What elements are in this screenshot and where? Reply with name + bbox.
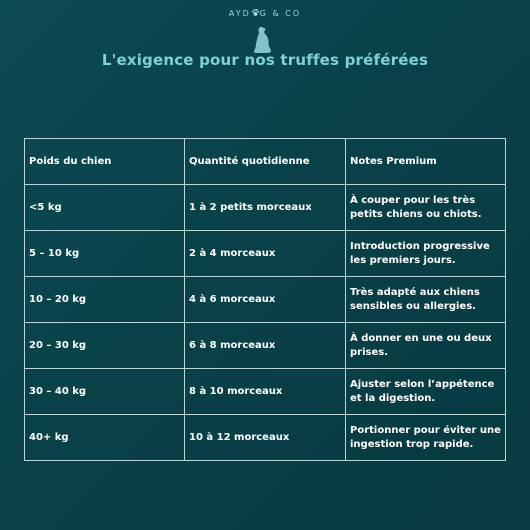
table-row [25, 231, 506, 277]
cell-notes: Portionner pour éviter une ingestion trop rapide. [346, 415, 506, 461]
brand-wordmark [0, 8, 530, 18]
cell-weight: 30 – 40 kg [25, 369, 185, 415]
cell-weight: <5 kg [25, 185, 185, 231]
paw-icon [251, 8, 260, 17]
cell-notes: Très adapté aux chiens sensibles ou allergies. [346, 277, 506, 323]
page-title: L'exigence pour nos truffes préférées [101, 51, 429, 69]
cell-quantity: 4 à 6 morceaux [185, 277, 346, 323]
table-header-row [25, 139, 506, 185]
table-row [25, 369, 506, 415]
cell-notes: Ajuster selon l’appétence et la digestion. [346, 369, 506, 415]
table-row [25, 185, 506, 231]
cell-quantity: 6 à 8 morceaux [185, 323, 346, 369]
cell-weight: 20 – 30 kg [25, 323, 185, 369]
cell-quantity: 2 à 4 morceaux [185, 231, 346, 277]
cell-notes: Introduction progressive les premiers jours. [346, 231, 506, 277]
header-weight: Poids du chien [25, 139, 185, 185]
feeding-table [24, 138, 506, 461]
header-notes: Notes Premium [346, 139, 506, 185]
cell-quantity: 8 à 10 morceaux [185, 369, 346, 415]
cell-weight: 10 – 20 kg [25, 277, 185, 323]
table-row [25, 415, 506, 461]
dog-silhouette-icon [251, 26, 273, 54]
brand-text-right: G & CO [259, 9, 302, 18]
header-quantity: Quantité quotidienne [185, 139, 346, 185]
brand-text-left: AYD [228, 9, 251, 18]
cell-quantity: 1 à 2 petits morceaux [185, 185, 346, 231]
cell-quantity: 10 à 12 morceaux [185, 415, 346, 461]
cell-notes: À couper pour les très petits chiens ou chiots. [346, 185, 506, 231]
table-row [25, 277, 506, 323]
cell-weight: 5 – 10 kg [25, 231, 185, 277]
cell-weight: 40+ kg [25, 415, 185, 461]
table-row [25, 323, 506, 369]
cell-notes: À donner en une ou deux prises. [346, 323, 506, 369]
